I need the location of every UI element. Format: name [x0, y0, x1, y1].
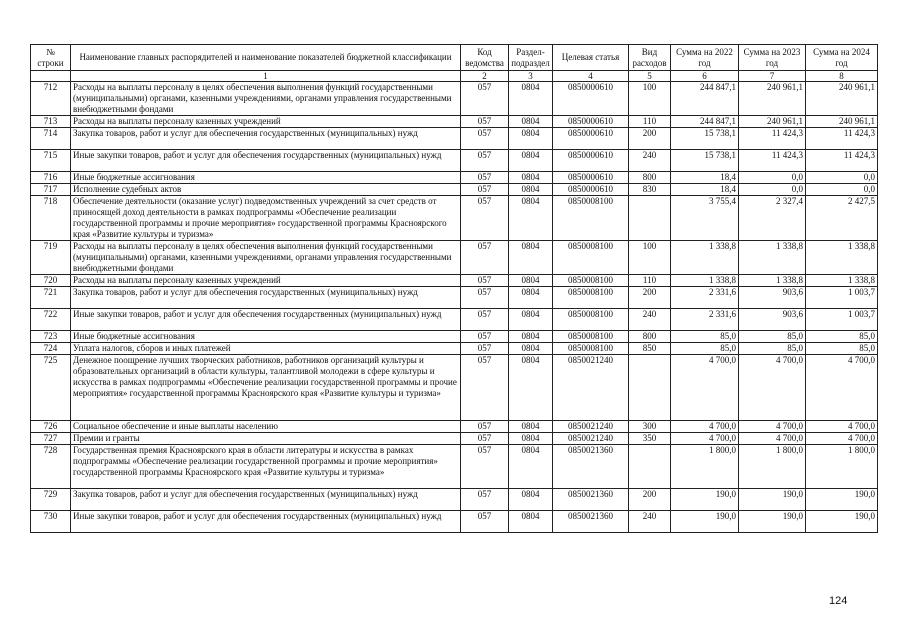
row-sum-2023: 4 700,0: [739, 355, 806, 421]
row-sum-2022: 85,0: [671, 343, 739, 355]
row-sum-2024: 1 338,8: [806, 241, 878, 275]
row-name: Социальное обеспечение и иные выплаты населению: [71, 421, 461, 433]
row-sum-2022: 15 738,1: [671, 150, 739, 172]
col-header-cs: Целевая статья: [553, 45, 629, 71]
row-razdel: 0804: [509, 150, 553, 172]
row-sum-2024: 240 961,1: [806, 116, 878, 128]
row-number: 718: [31, 196, 71, 241]
row-vr: 110: [629, 275, 671, 287]
row-sum-2023: 1 800,0: [739, 445, 806, 489]
col-num-2: 2: [461, 71, 509, 82]
row-name: Иные закупки товаров, работ и услуг для обеспечения государственных (муниципальных) нужд: [71, 309, 461, 331]
row-sum-2022: 190,0: [671, 511, 739, 533]
row-sum-2022: 4 700,0: [671, 355, 739, 421]
row-sum-2022: 1 338,8: [671, 241, 739, 275]
row-sum-2024: 240 961,1: [806, 82, 878, 116]
row-vr: 200: [629, 287, 671, 309]
col-num-4: 4: [553, 71, 629, 82]
row-sum-2023: 1 338,8: [739, 241, 806, 275]
col-num-3: 3: [509, 71, 553, 82]
row-number: 714: [31, 128, 71, 150]
table-row: [31, 150, 878, 172]
col-num-1: 1: [71, 71, 461, 82]
row-razdel: 0804: [509, 309, 553, 331]
row-razdel: 0804: [509, 82, 553, 116]
row-razdel: 0804: [509, 445, 553, 489]
row-number: 725: [31, 355, 71, 421]
row-sum-2024: 4 700,0: [806, 355, 878, 421]
row-number: 712: [31, 82, 71, 116]
row-vr: 200: [629, 128, 671, 150]
row-razdel: 0804: [509, 128, 553, 150]
col-header-razdel: Раздел-подраздел: [509, 45, 553, 71]
row-name: Расходы на выплаты персоналу казенных учреждений: [71, 116, 461, 128]
row-number: 716: [31, 172, 71, 184]
row-sum-2023: 11 424,3: [739, 150, 806, 172]
row-name: Закупка товаров, работ и услуг для обеспечения государственных (муниципальных) нужд: [71, 128, 461, 150]
row-sum-2022: 2 331,6: [671, 309, 739, 331]
row-sum-2024: 1 003,7: [806, 287, 878, 309]
row-sum-2024: 4 700,0: [806, 421, 878, 433]
row-sum-2023: 903,6: [739, 309, 806, 331]
row-ved: 057: [461, 331, 509, 343]
col-num-5: 5: [629, 71, 671, 82]
row-cs: 0850021360: [553, 511, 629, 533]
row-name: Уплата налогов, сборов и иных платежей: [71, 343, 461, 355]
row-ved: 057: [461, 82, 509, 116]
row-sum-2024: 0,0: [806, 184, 878, 196]
row-sum-2022: 4 700,0: [671, 421, 739, 433]
row-sum-2023: 240 961,1: [739, 116, 806, 128]
row-sum-2022: 244 847,1: [671, 116, 739, 128]
table-row: [31, 355, 878, 421]
row-ved: 057: [461, 116, 509, 128]
row-vr: 800: [629, 331, 671, 343]
row-vr: 830: [629, 184, 671, 196]
row-ved: 057: [461, 309, 509, 331]
row-sum-2023: 240 961,1: [739, 82, 806, 116]
col-num-0: [31, 71, 71, 82]
row-cs: 0850008100: [553, 343, 629, 355]
col-header-name: Наименование главных распорядителей и наименование показателей бюджетной классификации: [71, 45, 461, 71]
row-ved: 057: [461, 184, 509, 196]
row-sum-2022: 4 700,0: [671, 433, 739, 445]
row-cs: 0850008100: [553, 287, 629, 309]
row-sum-2024: 190,0: [806, 489, 878, 511]
row-cs: 0850000610: [553, 172, 629, 184]
row-sum-2022: 190,0: [671, 489, 739, 511]
row-vr: 300: [629, 421, 671, 433]
row-razdel: 0804: [509, 196, 553, 241]
row-sum-2024: 11 424,3: [806, 150, 878, 172]
row-number: 721: [31, 287, 71, 309]
row-ved: 057: [461, 287, 509, 309]
row-cs: 0850008100: [553, 275, 629, 287]
row-cs: 0850000610: [553, 116, 629, 128]
row-sum-2024: 85,0: [806, 343, 878, 355]
row-name: Расходы на выплаты персоналу в целях обеспечения выполнения функций государственными (муниципальными) органами, казенными учреждениями, органами управления государственными внебюджетными фондами: [71, 241, 461, 275]
col-header-ved: Код ведомства: [461, 45, 509, 71]
row-razdel: 0804: [509, 275, 553, 287]
header-number-row: [31, 71, 878, 82]
row-number: 715: [31, 150, 71, 172]
row-ved: 057: [461, 172, 509, 184]
row-cs: 0850008100: [553, 241, 629, 275]
table-row: [31, 82, 878, 116]
row-sum-2024: 190,0: [806, 511, 878, 533]
row-sum-2022: 244 847,1: [671, 82, 739, 116]
table-row: [31, 511, 878, 533]
row-razdel: 0804: [509, 287, 553, 309]
row-razdel: 0804: [509, 241, 553, 275]
row-sum-2023: 2 327,4: [739, 196, 806, 241]
row-sum-2023: 0,0: [739, 184, 806, 196]
row-vr: 240: [629, 150, 671, 172]
row-name: Иные закупки товаров, работ и услуг для обеспечения государственных (муниципальных) нужд: [71, 511, 461, 533]
table-row: [31, 433, 878, 445]
table-row: [31, 116, 878, 128]
col-header-no: № строки: [31, 45, 71, 71]
row-ved: 057: [461, 275, 509, 287]
row-vr: 850: [629, 343, 671, 355]
row-sum-2024: 1 800,0: [806, 445, 878, 489]
row-sum-2023: 85,0: [739, 343, 806, 355]
row-ved: 057: [461, 343, 509, 355]
row-ved: 057: [461, 128, 509, 150]
row-razdel: 0804: [509, 489, 553, 511]
row-number: 723: [31, 331, 71, 343]
row-cs: 0850000610: [553, 150, 629, 172]
col-num-7: 7: [739, 71, 806, 82]
row-razdel: 0804: [509, 355, 553, 421]
row-sum-2023: 4 700,0: [739, 433, 806, 445]
row-name: Иные бюджетные ассигнования: [71, 172, 461, 184]
table-row: [31, 275, 878, 287]
row-name: Исполнение судебных актов: [71, 184, 461, 196]
row-ved: 057: [461, 150, 509, 172]
row-ved: 057: [461, 511, 509, 533]
table-body: [31, 82, 878, 533]
row-number: 717: [31, 184, 71, 196]
row-cs: 0850021240: [553, 355, 629, 421]
row-cs: 0850021360: [553, 489, 629, 511]
row-ved: 057: [461, 196, 509, 241]
row-vr: 100: [629, 82, 671, 116]
row-vr: 110: [629, 116, 671, 128]
row-sum-2024: 2 427,5: [806, 196, 878, 241]
row-cs: 0850000610: [553, 184, 629, 196]
row-number: 728: [31, 445, 71, 489]
row-vr: 800: [629, 172, 671, 184]
row-vr: 240: [629, 511, 671, 533]
row-number: 722: [31, 309, 71, 331]
row-ved: 057: [461, 241, 509, 275]
row-sum-2024: 11 424,3: [806, 128, 878, 150]
row-sum-2022: 18,4: [671, 172, 739, 184]
table-row: [31, 184, 878, 196]
row-razdel: 0804: [509, 184, 553, 196]
row-cs: 0850000610: [553, 82, 629, 116]
row-sum-2022: 1 800,0: [671, 445, 739, 489]
row-vr: 350: [629, 433, 671, 445]
col-header-2022: Сумма на 2022 год: [671, 45, 739, 71]
row-cs: 0850021360: [553, 445, 629, 489]
row-ved: 057: [461, 421, 509, 433]
row-sum-2024: 1 338,8: [806, 275, 878, 287]
row-razdel: 0804: [509, 421, 553, 433]
row-ved: 057: [461, 489, 509, 511]
row-razdel: 0804: [509, 343, 553, 355]
row-name: Расходы на выплаты персоналу в целях обеспечения выполнения функций государственными (муниципальными) органами, казенными учреждениями, органами управления государственными внебюджетными фондами: [71, 82, 461, 116]
row-sum-2022: 1 338,8: [671, 275, 739, 287]
row-ved: 057: [461, 355, 509, 421]
row-sum-2024: 0,0: [806, 172, 878, 184]
row-name: Обеспечение деятельности (оказание услуг) подведомственных учреждений за счет средств от приносящей доход деятельности в рамках подпрограммы «Обеспечение реализации государственной программы и прочие мероприятия» государственной программы Красноярского края «Развитие культуры и туризма»: [71, 196, 461, 241]
col-header-2024: Сумма на 2024 год: [806, 45, 878, 71]
row-number: 727: [31, 433, 71, 445]
row-vr: [629, 445, 671, 489]
row-sum-2022: 85,0: [671, 331, 739, 343]
row-cs: 0850008100: [553, 196, 629, 241]
row-cs: 0850021240: [553, 433, 629, 445]
table-row: [31, 128, 878, 150]
row-cs: 0850021240: [553, 421, 629, 433]
row-razdel: 0804: [509, 116, 553, 128]
row-sum-2024: 85,0: [806, 331, 878, 343]
row-ved: 057: [461, 433, 509, 445]
row-vr: 240: [629, 309, 671, 331]
row-sum-2023: 4 700,0: [739, 421, 806, 433]
header-row: [31, 45, 878, 71]
row-number: 724: [31, 343, 71, 355]
table-row: [31, 343, 878, 355]
row-sum-2024: 4 700,0: [806, 433, 878, 445]
table-row: [31, 489, 878, 511]
row-name: Иные закупки товаров, работ и услуг для обеспечения государственных (муниципальных) нужд: [71, 150, 461, 172]
row-sum-2023: 85,0: [739, 331, 806, 343]
table-row: [31, 445, 878, 489]
row-name: Закупка товаров, работ и услуг для обеспечения государственных (муниципальных) нужд: [71, 287, 461, 309]
col-header-2023: Сумма на 2023 год: [739, 45, 806, 71]
row-cs: 0850008100: [553, 331, 629, 343]
row-razdel: 0804: [509, 433, 553, 445]
row-number: 720: [31, 275, 71, 287]
row-name: Государственная премия Красноярского края в области литературы и искусства в рамках подпрограммы «Обеспечение реализации государственной программы и прочие мероприятия» государственной программы Красноярского края «Развитие культуры и туризма»: [71, 445, 461, 489]
table-row: [31, 421, 878, 433]
row-razdel: 0804: [509, 331, 553, 343]
row-sum-2024: 1 003,7: [806, 309, 878, 331]
col-num-8: 8: [806, 71, 878, 82]
budget-table: [30, 44, 878, 533]
row-name: Премии и гранты: [71, 433, 461, 445]
table-row: [31, 241, 878, 275]
table-row: [31, 309, 878, 331]
row-cs: 0850000610: [553, 128, 629, 150]
row-number: 729: [31, 489, 71, 511]
row-sum-2023: 0,0: [739, 172, 806, 184]
row-number: 719: [31, 241, 71, 275]
table-row: [31, 196, 878, 241]
row-name: Закупка товаров, работ и услуг для обеспечения государственных (муниципальных) нужд: [71, 489, 461, 511]
row-vr: 100: [629, 241, 671, 275]
row-vr: 200: [629, 489, 671, 511]
row-cs: 0850008100: [553, 309, 629, 331]
row-sum-2023: 190,0: [739, 511, 806, 533]
row-number: 730: [31, 511, 71, 533]
row-name: Иные бюджетные ассигнования: [71, 331, 461, 343]
row-sum-2022: 18,4: [671, 184, 739, 196]
row-name: Денежное поощрение лучших творческих работников, работников организаций культуры и образовательных организаций в области культуры, талантливой молодежи в сфере культуры и искусства в рамках подпрограммы «Обеспечение реализации государственной программы и прочие мероприятия» государственной программы Красноярского края «Развитие культуры и туризма»: [71, 355, 461, 421]
row-number: 713: [31, 116, 71, 128]
table-row: [31, 172, 878, 184]
row-sum-2023: 11 424,3: [739, 128, 806, 150]
row-vr: [629, 196, 671, 241]
row-sum-2023: 903,6: [739, 287, 806, 309]
row-sum-2022: 2 331,6: [671, 287, 739, 309]
table-row: [31, 287, 878, 309]
row-name: Расходы на выплаты персоналу казенных учреждений: [71, 275, 461, 287]
row-sum-2023: 190,0: [739, 489, 806, 511]
row-ved: 057: [461, 445, 509, 489]
col-header-vr: Вид расходов: [629, 45, 671, 71]
row-number: 726: [31, 421, 71, 433]
row-razdel: 0804: [509, 172, 553, 184]
row-sum-2023: 1 338,8: [739, 275, 806, 287]
table-row: [31, 331, 878, 343]
col-num-6: 6: [671, 71, 739, 82]
row-sum-2022: 3 755,4: [671, 196, 739, 241]
row-sum-2022: 15 738,1: [671, 128, 739, 150]
row-vr: [629, 355, 671, 421]
page-number: 124: [829, 595, 848, 607]
row-razdel: 0804: [509, 511, 553, 533]
